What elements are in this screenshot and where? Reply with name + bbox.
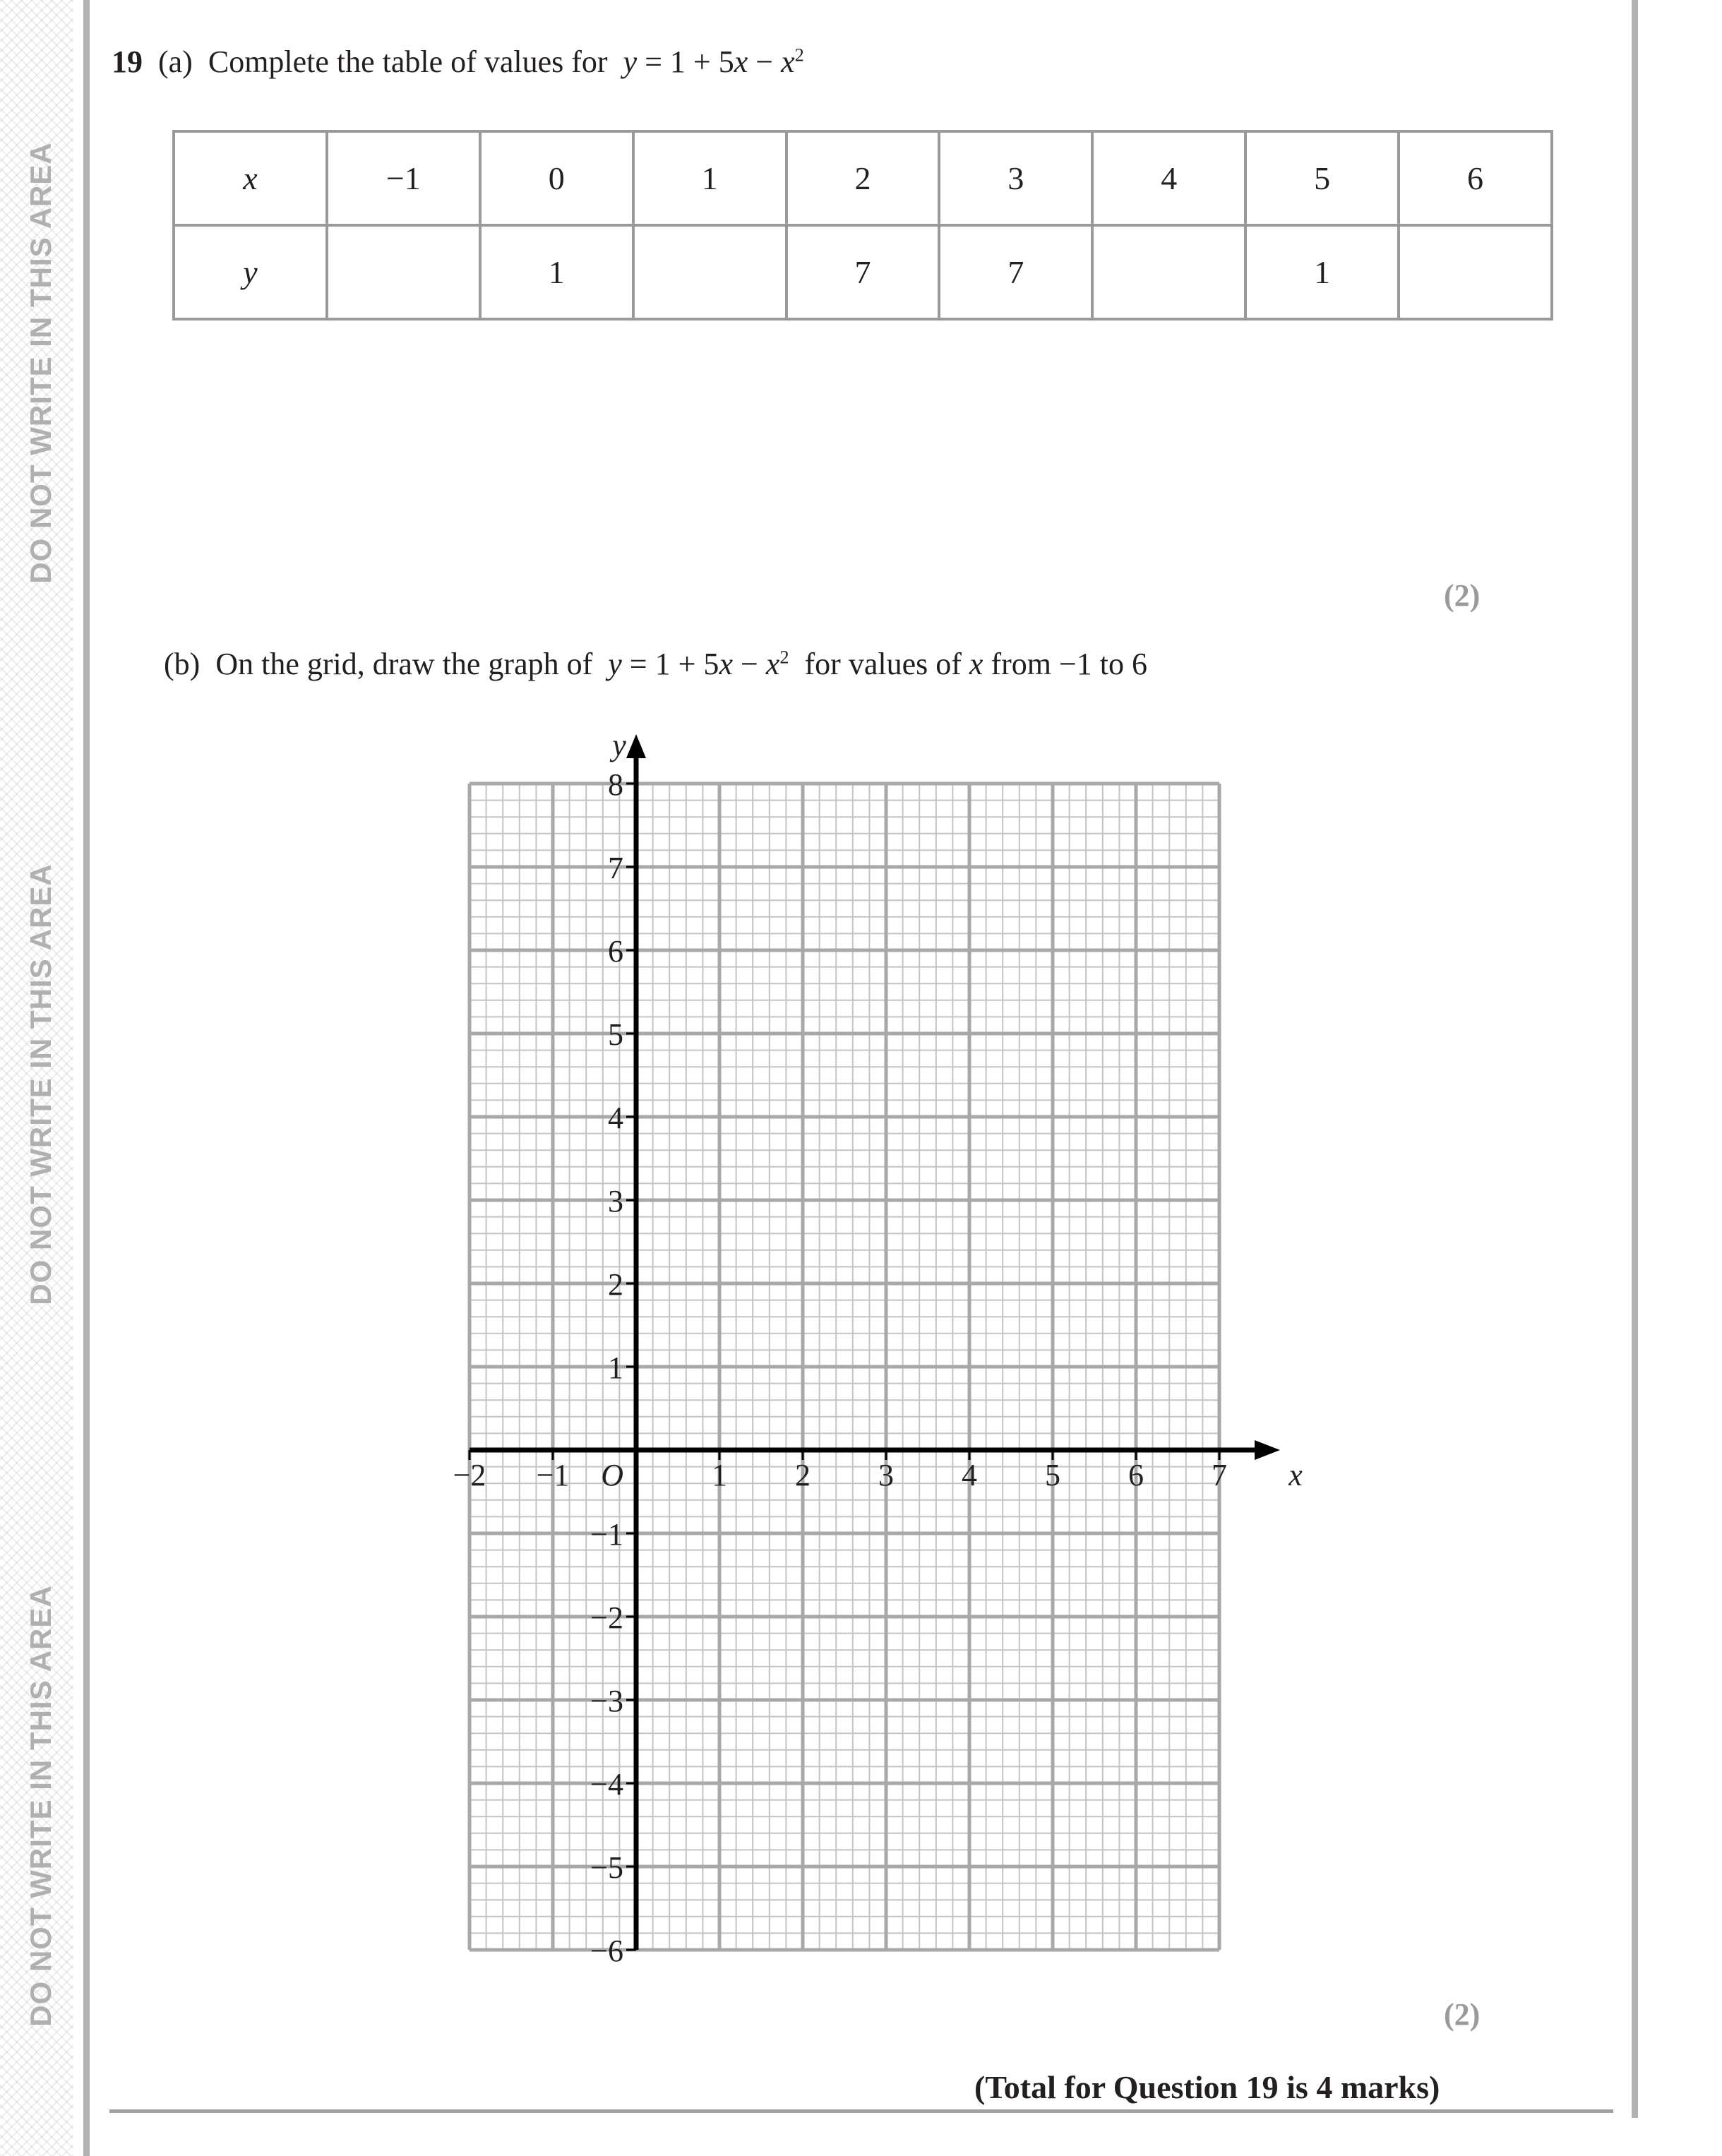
table-cell-x: 5 [1245, 131, 1399, 225]
y-tick-label: −3 [590, 1684, 623, 1718]
x-tick-label: 2 [795, 1458, 811, 1492]
x-tick-label: −1 [536, 1458, 570, 1492]
y-tick-label: −5 [590, 1850, 623, 1885]
part-b-suffix: for values of [804, 647, 962, 681]
y-tick-label: −6 [590, 1934, 623, 1968]
y-axis-arrow [626, 734, 646, 758]
y-tick-label: 3 [608, 1184, 623, 1218]
x-tick-label: −2 [453, 1458, 486, 1492]
table-cell-y: 7 [787, 225, 940, 319]
y-tick-label: 8 [608, 767, 623, 802]
table-cell-x: 0 [480, 131, 633, 225]
part-b-label: (b) [164, 647, 201, 681]
x-tick-label: 4 [962, 1458, 977, 1492]
y-tick-label: 2 [608, 1267, 623, 1302]
y-tick-label: 5 [608, 1017, 623, 1052]
table-header-x: x [174, 131, 327, 225]
y-tick-label: 7 [608, 851, 623, 885]
x-tick-label: 5 [1045, 1458, 1060, 1492]
y-axis-label: y [612, 728, 626, 762]
table-cell-y: 7 [939, 225, 1092, 319]
margin-warning-label: DO NOT WRITE IN THIS AREA [24, 863, 57, 1305]
table-cell-x: 2 [787, 131, 940, 225]
margin-warning-label: DO NOT WRITE IN THIS AREA [24, 142, 57, 584]
part-b-equation: $y = 1 + 5x - x^2$ [608, 646, 789, 681]
question-total: (Total for Question 19 is 4 marks) [974, 2069, 1440, 2105]
part-b-marks: (2) [1444, 1997, 1481, 2032]
y-tick-label: 1 [608, 1351, 623, 1385]
y-tick-label: −4 [590, 1767, 623, 1802]
x-tick-label: 3 [878, 1458, 894, 1492]
part-a-marks: (2) [1444, 578, 1481, 613]
margin-warning-label: DO NOT WRITE IN THIS AREA [24, 1585, 57, 2027]
x-tick-label: 7 [1212, 1458, 1227, 1492]
y-tick-label: −2 [590, 1600, 623, 1635]
y-tick-label: −1 [590, 1517, 623, 1552]
major-grid-lines [470, 784, 1219, 1950]
x-axis-arrow [1255, 1440, 1280, 1460]
table-cell-x: 4 [1092, 131, 1245, 225]
table-header-y: y [174, 225, 327, 319]
table-cell-y: 1 [480, 225, 633, 319]
part-a-label: (a) [158, 44, 193, 79]
question-number: 19 [112, 44, 143, 79]
y-tick-label: 4 [608, 1101, 623, 1135]
x-tick-label: 1 [712, 1458, 727, 1492]
x-tick-label: 6 [1128, 1458, 1144, 1492]
table-cell-x: −1 [327, 131, 480, 225]
table-cell-x: 3 [939, 131, 1092, 225]
part-a-text: Complete the table of values for [208, 44, 608, 79]
part-b-text: On the grid, draw the graph of [215, 647, 593, 681]
table-cell-y: 1 [1245, 225, 1399, 319]
part-b-suffix-range: from −1 to 6 [991, 647, 1148, 681]
table-cell-x: 6 [1399, 131, 1552, 225]
part-b-suffix-x: x [969, 647, 983, 681]
y-tick-label: 6 [608, 934, 623, 969]
bottom-rule [109, 2109, 1613, 2113]
part-a-equation: $y = 1 + 5x - x^2$ [623, 44, 804, 79]
origin-label: O [601, 1458, 623, 1492]
x-axis-label: x [1288, 1458, 1303, 1492]
table-cell-x: 1 [633, 131, 787, 225]
